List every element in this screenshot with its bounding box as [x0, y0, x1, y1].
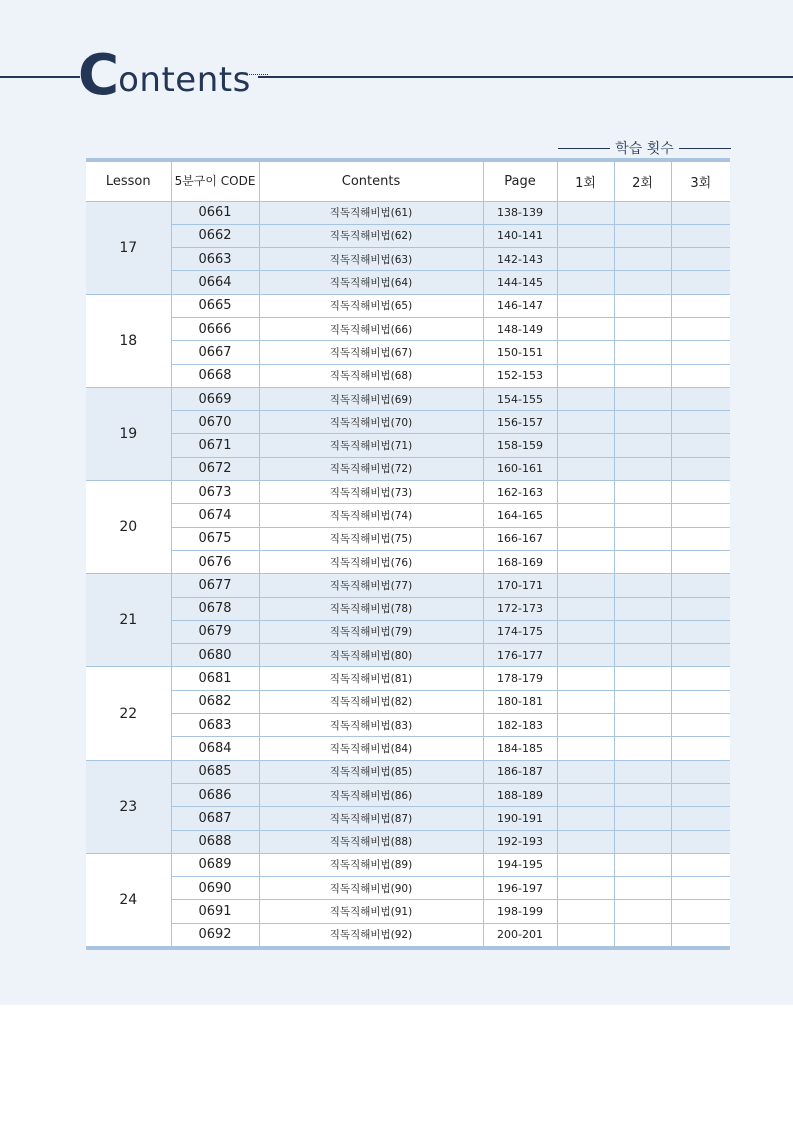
study-check-round-3[interactable] [671, 201, 730, 224]
study-count-label: 학습 횟수 [615, 141, 674, 157]
study-check-round-2[interactable] [614, 923, 671, 948]
table-row [86, 341, 730, 364]
study-check-round-2[interactable] [614, 760, 671, 783]
study-check-round-2[interactable] [614, 434, 671, 457]
study-check-round-3[interactable] [671, 434, 730, 457]
study-check-round-1[interactable] [557, 737, 614, 760]
study-check-round-1[interactable] [557, 690, 614, 713]
code-cell: 0669 [171, 387, 259, 410]
code-cell: 0691 [171, 900, 259, 923]
table-row [86, 760, 730, 783]
page-cell: 198-199 [483, 900, 557, 923]
study-check-round-3[interactable] [671, 783, 730, 806]
contents-cell: 직독직해비법(64) [259, 271, 483, 294]
contents-cell: 직독직해비법(87) [259, 807, 483, 830]
study-check-round-3[interactable] [671, 504, 730, 527]
study-check-round-2[interactable] [614, 644, 671, 667]
study-check-round-1[interactable] [557, 387, 614, 410]
study-check-round-3[interactable] [671, 923, 730, 948]
study-check-round-2[interactable] [614, 574, 671, 597]
study-check-round-2[interactable] [614, 620, 671, 643]
page-cell: 166-167 [483, 527, 557, 550]
lesson-number: 22 [86, 667, 171, 760]
contents-cell: 직독직해비법(82) [259, 690, 483, 713]
study-check-round-1[interactable] [557, 900, 614, 923]
contents-table [86, 158, 730, 950]
study-check-round-3[interactable] [671, 667, 730, 690]
code-cell: 0665 [171, 294, 259, 317]
study-check-round-2[interactable] [614, 271, 671, 294]
study-count-rule-right [679, 148, 731, 149]
contents-cell: 직독직해비법(61) [259, 201, 483, 224]
code-cell: 0681 [171, 667, 259, 690]
lesson-number: 17 [86, 201, 171, 294]
study-check-round-2[interactable] [614, 807, 671, 830]
contents-cell: 직독직해비법(92) [259, 923, 483, 948]
code-cell: 0670 [171, 411, 259, 434]
study-check-round-2[interactable] [614, 411, 671, 434]
contents-cell: 직독직해비법(65) [259, 294, 483, 317]
table-row [86, 574, 730, 597]
contents-cell: 직독직해비법(81) [259, 667, 483, 690]
study-count-rule-left [558, 148, 610, 149]
table-row [86, 527, 730, 550]
study-check-round-3[interactable] [671, 760, 730, 783]
study-check-round-3[interactable] [671, 714, 730, 737]
study-check-round-2[interactable] [614, 457, 671, 480]
page-cell: 176-177 [483, 644, 557, 667]
page-cell: 152-153 [483, 364, 557, 387]
study-check-round-1[interactable] [557, 271, 614, 294]
code-cell: 0674 [171, 504, 259, 527]
study-check-round-3[interactable] [671, 341, 730, 364]
table-row [86, 830, 730, 853]
contents-cell: 직독직해비법(67) [259, 341, 483, 364]
contents-cell: 직독직해비법(72) [259, 457, 483, 480]
code-cell: 0662 [171, 224, 259, 247]
study-check-round-2[interactable] [614, 527, 671, 550]
code-cell: 0688 [171, 830, 259, 853]
page-cell: 178-179 [483, 667, 557, 690]
study-check-round-1[interactable] [557, 248, 614, 271]
code-cell: 0685 [171, 760, 259, 783]
table-header-row [86, 160, 730, 201]
study-check-round-2[interactable] [614, 597, 671, 620]
page-cell: 182-183 [483, 714, 557, 737]
study-check-round-2[interactable] [614, 341, 671, 364]
page-cell: 144-145 [483, 271, 557, 294]
study-check-round-1[interactable] [557, 411, 614, 434]
study-check-round-2[interactable] [614, 690, 671, 713]
code-cell: 0678 [171, 597, 259, 620]
study-check-round-1[interactable] [557, 550, 614, 573]
study-check-round-3[interactable] [671, 271, 730, 294]
lesson-number: 19 [86, 387, 171, 480]
study-check-round-1[interactable] [557, 317, 614, 340]
code-cell: 0687 [171, 807, 259, 830]
table-row [86, 923, 730, 948]
study-check-round-1[interactable] [557, 504, 614, 527]
study-check-round-2[interactable] [614, 783, 671, 806]
study-check-round-1[interactable] [557, 364, 614, 387]
page-cell: 184-185 [483, 737, 557, 760]
contents-cell: 직독직해비법(75) [259, 527, 483, 550]
page-cell: 188-189 [483, 783, 557, 806]
contents-cell: 직독직해비법(69) [259, 387, 483, 410]
study-check-round-2[interactable] [614, 248, 671, 271]
study-check-round-3[interactable] [671, 457, 730, 480]
code-cell: 0671 [171, 434, 259, 457]
page-cell: 142-143 [483, 248, 557, 271]
table-row [86, 667, 730, 690]
page-cell: 162-163 [483, 481, 557, 504]
code-cell: 0673 [171, 481, 259, 504]
table-row [86, 877, 730, 900]
study-check-round-1[interactable] [557, 597, 614, 620]
study-count-header [558, 138, 731, 158]
contents-cell: 직독직해비법(70) [259, 411, 483, 434]
study-check-round-3[interactable] [671, 364, 730, 387]
col-header-round-3: 3회 [671, 160, 730, 201]
page-cell: 154-155 [483, 387, 557, 410]
study-check-round-3[interactable] [671, 644, 730, 667]
study-check-round-3[interactable] [671, 877, 730, 900]
table-row [86, 737, 730, 760]
code-cell: 0661 [171, 201, 259, 224]
table-row [86, 620, 730, 643]
study-check-round-1[interactable] [557, 527, 614, 550]
contents-cell: 직독직해비법(79) [259, 620, 483, 643]
code-cell: 0666 [171, 317, 259, 340]
page-cell: 170-171 [483, 574, 557, 597]
study-check-round-3[interactable] [671, 620, 730, 643]
contents-cell: 직독직해비법(62) [259, 224, 483, 247]
study-check-round-1[interactable] [557, 783, 614, 806]
contents-cell: 직독직해비법(68) [259, 364, 483, 387]
code-cell: 0690 [171, 877, 259, 900]
lesson-number: 18 [86, 294, 171, 387]
study-check-round-2[interactable] [614, 830, 671, 853]
code-cell: 0689 [171, 853, 259, 876]
lesson-number: 21 [86, 574, 171, 667]
table-row [86, 853, 730, 876]
col-header-round-1: 1회 [557, 160, 614, 201]
contents-cell: 직독직해비법(78) [259, 597, 483, 620]
table-row [86, 434, 730, 457]
code-cell: 0686 [171, 783, 259, 806]
code-cell: 0682 [171, 690, 259, 713]
study-check-round-2[interactable] [614, 481, 671, 504]
title-rest: ontents [118, 60, 251, 100]
page-cell: 174-175 [483, 620, 557, 643]
table-row [86, 714, 730, 737]
study-check-round-1[interactable] [557, 434, 614, 457]
table-row [86, 364, 730, 387]
page-cell: 190-191 [483, 807, 557, 830]
table-row [86, 271, 730, 294]
study-check-round-2[interactable] [614, 877, 671, 900]
contents-cell: 직독직해비법(91) [259, 900, 483, 923]
code-cell: 0677 [171, 574, 259, 597]
study-check-round-1[interactable] [557, 294, 614, 317]
page-cell: 138-139 [483, 201, 557, 224]
lesson-number: 20 [86, 481, 171, 574]
page-cell: 172-173 [483, 597, 557, 620]
col-header-code: 5분구이 CODE [171, 160, 259, 201]
title-rule-right [258, 76, 793, 78]
page-cell: 160-161 [483, 457, 557, 480]
study-check-round-2[interactable] [614, 201, 671, 224]
contents-cell: 직독직해비법(74) [259, 504, 483, 527]
study-check-round-2[interactable] [614, 667, 671, 690]
study-check-round-2[interactable] [614, 714, 671, 737]
table-row [86, 550, 730, 573]
col-header-round-2: 2회 [614, 160, 671, 201]
study-check-round-3[interactable] [671, 853, 730, 876]
code-cell: 0664 [171, 271, 259, 294]
study-check-round-3[interactable] [671, 597, 730, 620]
study-check-round-1[interactable] [557, 667, 614, 690]
study-check-round-1[interactable] [557, 853, 614, 876]
contents-cell: 직독직해비법(80) [259, 644, 483, 667]
code-cell: 0683 [171, 714, 259, 737]
study-check-round-3[interactable] [671, 411, 730, 434]
contents-cell: 직독직해비법(85) [259, 760, 483, 783]
study-check-round-2[interactable] [614, 853, 671, 876]
page-cell: 200-201 [483, 923, 557, 948]
table-row [86, 457, 730, 480]
code-cell: 0675 [171, 527, 259, 550]
page-cell: 194-195 [483, 853, 557, 876]
contents-cell: 직독직해비법(88) [259, 830, 483, 853]
study-check-round-1[interactable] [557, 224, 614, 247]
study-check-round-1[interactable] [557, 807, 614, 830]
study-check-round-2[interactable] [614, 550, 671, 573]
table-row [86, 900, 730, 923]
code-cell: 0663 [171, 248, 259, 271]
contents-cell: 직독직해비법(63) [259, 248, 483, 271]
page-cell: 148-149 [483, 317, 557, 340]
code-cell: 0667 [171, 341, 259, 364]
contents-cell: 직독직해비법(66) [259, 317, 483, 340]
code-cell: 0679 [171, 620, 259, 643]
contents-cell: 직독직해비법(83) [259, 714, 483, 737]
study-check-round-3[interactable] [671, 900, 730, 923]
code-cell: 0676 [171, 550, 259, 573]
study-check-round-1[interactable] [557, 574, 614, 597]
title-initial: C [78, 43, 118, 108]
table-row [86, 597, 730, 620]
page-cell: 140-141 [483, 224, 557, 247]
page-cell: 156-157 [483, 411, 557, 434]
study-check-round-2[interactable] [614, 317, 671, 340]
study-check-round-3[interactable] [671, 387, 730, 410]
study-check-round-1[interactable] [557, 341, 614, 364]
study-check-round-3[interactable] [671, 527, 730, 550]
study-check-round-3[interactable] [671, 294, 730, 317]
table-body [86, 201, 730, 948]
study-check-round-3[interactable] [671, 574, 730, 597]
contents-cell: 직독직해비법(89) [259, 853, 483, 876]
study-check-round-3[interactable] [671, 807, 730, 830]
study-check-round-2[interactable] [614, 737, 671, 760]
table-row [86, 294, 730, 317]
page-cell: 186-187 [483, 760, 557, 783]
contents-cell: 직독직해비법(73) [259, 481, 483, 504]
study-check-round-3[interactable] [671, 317, 730, 340]
contents-cell: 직독직해비법(76) [259, 550, 483, 573]
table-row [86, 317, 730, 340]
page-cell: 192-193 [483, 830, 557, 853]
code-cell: 0668 [171, 364, 259, 387]
lesson-number: 24 [86, 853, 171, 947]
code-cell: 0680 [171, 644, 259, 667]
contents-cell: 직독직해비법(71) [259, 434, 483, 457]
table-row [86, 504, 730, 527]
study-check-round-2[interactable] [614, 387, 671, 410]
study-check-round-2[interactable] [614, 224, 671, 247]
page-cell: 158-159 [483, 434, 557, 457]
contents-cell: 직독직해비법(84) [259, 737, 483, 760]
table-row [86, 201, 730, 224]
study-check-round-1[interactable] [557, 201, 614, 224]
code-cell: 0684 [171, 737, 259, 760]
study-check-round-2[interactable] [614, 364, 671, 387]
table-row [86, 224, 730, 247]
table-row [86, 248, 730, 271]
page-cell: 196-197 [483, 877, 557, 900]
study-check-round-3[interactable] [671, 737, 730, 760]
page-cell: 150-151 [483, 341, 557, 364]
page-title [78, 43, 251, 108]
study-check-round-1[interactable] [557, 644, 614, 667]
title-rule-left [0, 76, 80, 78]
study-check-round-1[interactable] [557, 923, 614, 948]
col-header-page: Page [483, 160, 557, 201]
study-check-round-1[interactable] [557, 714, 614, 737]
table-row [86, 807, 730, 830]
study-check-round-1[interactable] [557, 760, 614, 783]
contents-cell: 직독직해비법(77) [259, 574, 483, 597]
study-check-round-2[interactable] [614, 294, 671, 317]
study-check-round-1[interactable] [557, 830, 614, 853]
study-check-round-2[interactable] [614, 900, 671, 923]
study-check-round-1[interactable] [557, 457, 614, 480]
table-row [86, 690, 730, 713]
study-check-round-3[interactable] [671, 481, 730, 504]
contents-cell: 직독직해비법(86) [259, 783, 483, 806]
col-header-contents: Contents [259, 160, 483, 201]
study-check-round-2[interactable] [614, 504, 671, 527]
table-row [86, 387, 730, 410]
code-cell: 0692 [171, 923, 259, 948]
study-check-round-3[interactable] [671, 550, 730, 573]
study-check-round-1[interactable] [557, 620, 614, 643]
study-check-round-1[interactable] [557, 877, 614, 900]
study-check-round-3[interactable] [671, 224, 730, 247]
code-cell: 0672 [171, 457, 259, 480]
table-row [86, 644, 730, 667]
study-check-round-3[interactable] [671, 690, 730, 713]
page-cell: 164-165 [483, 504, 557, 527]
table-row [86, 783, 730, 806]
table-row [86, 481, 730, 504]
page-cell: 146-147 [483, 294, 557, 317]
col-header-lesson: Lesson [86, 160, 171, 201]
table-row [86, 411, 730, 434]
study-check-round-1[interactable] [557, 481, 614, 504]
study-check-round-3[interactable] [671, 830, 730, 853]
page-cell: 180-181 [483, 690, 557, 713]
lesson-number: 23 [86, 760, 171, 853]
page-cell: 168-169 [483, 550, 557, 573]
study-check-round-3[interactable] [671, 248, 730, 271]
contents-cell: 직독직해비법(90) [259, 877, 483, 900]
